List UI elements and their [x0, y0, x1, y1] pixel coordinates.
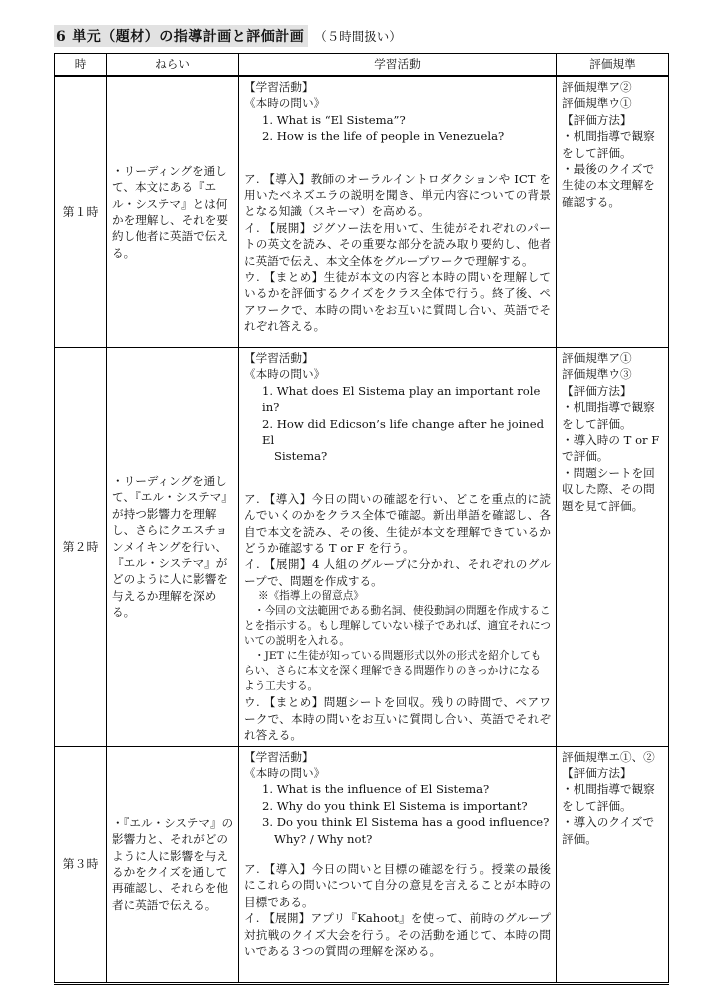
evaluation-item: 【評価方法】 [562, 383, 632, 398]
evaluation-item: ・問題シートを回収した際、その問題を見て評価。 [562, 465, 655, 513]
column-header-activities: 学習活動 [239, 54, 557, 77]
teaching-note: ・今回の文法範囲である動名詞、使役動詞の問題を作成することを指示する。もし理解していない様子であれば、適宜それについての説明を入れる。 [244, 605, 552, 648]
activity-step: イ. 【展開】アプリ『Kahoot』を使って、前時のグループ対抗戦のクイズ大会を行う。その活動を通じて、本時の問いである３つの質問の理解を深める。 [244, 911, 551, 958]
activity-step: イ. 【展開】ジグソー法を用いて、生徒がそれぞれのパートの英文を読み、その重要な部分を読み取り要約し、他者に英語で伝え、本文全体をグループワークで理解する。 [244, 220, 551, 268]
hour-cell: 第３時 [55, 746, 107, 983]
table-row [55, 746, 669, 983]
evaluation-item: 評価規準ウ① [562, 96, 632, 111]
evaluation-item: 評価規準エ①、② [562, 749, 655, 764]
aim-cell: ・リーディングを通して、本文にある『エル・システマ』とは何かを理解し、それを要約し他者に英語で伝える。 [107, 76, 239, 348]
activity-step: ウ. 【まとめ】問題シートを回収。残りの時間で、ペアワークで、本時の問いをお互いに質問し合い、英語でそれぞれ答える。 [244, 695, 551, 743]
column-header-hour: 時 [55, 54, 107, 77]
table-header-row [55, 54, 669, 77]
activity-step: イ. 【展開】4 人組のグループに分かれ、それぞれのグループで、問題を作成する。 [244, 557, 551, 588]
evaluation-cell [557, 348, 669, 747]
question-item-continued: Why? / Why not? [274, 831, 373, 846]
hour-cell: 第１時 [55, 76, 107, 348]
aim-cell: ・『エル・システマ』の影響力と、それがどのように人に影響を与えるかをクイズを通して再確認し、それらを他者に英語で伝える。 [107, 746, 239, 983]
evaluation-item: ・導入時の T or F で評価。 [562, 433, 660, 464]
section-number: 6 [56, 29, 67, 45]
question-heading: 《本時の問い》 [244, 96, 326, 111]
column-header-evaluation: 評価規準 [557, 54, 669, 77]
question-item-continued: Sistema? [274, 449, 328, 464]
activity-heading: 【学習活動】 [244, 80, 314, 94]
question-item: 2. How is the life of people in Venezuela? [262, 129, 505, 144]
question-item: 1. What is “El Sistema”? [262, 112, 406, 127]
evaluation-item: 【評価方法】 [562, 112, 632, 127]
evaluation-cell [557, 746, 669, 983]
activity-heading: 【学習活動】 [244, 351, 314, 365]
evaluation-item: ・机間指導で観察をして評価。 [562, 782, 655, 813]
question-item: 3. Do you think El Sistema has a good influence? [262, 815, 550, 830]
question-item: 1. What is the influence of El Sistema? [262, 782, 490, 797]
question-item: 2. Why do you think El Sistema is important? [262, 798, 528, 813]
activity-step: ア. 【導入】教師のオーラルイントロダクションや ICT を用いたベネズエラの説明を聞き、単元内容についての背景となる知識（スキーマ）を高める。 [244, 171, 551, 219]
aim-cell: ・リーディングを通して、『エル・システマ』が持つ影響力を理解し、さらにクエスチョンメイキングを行い、『エル・システマ』がどのように人に影響を与えるか理解を深める。 [107, 348, 239, 747]
evaluation-cell [557, 76, 669, 348]
table-row [55, 348, 669, 747]
hour-cell: 第２時 [55, 348, 107, 747]
evaluation-item: 評価規準ウ③ [562, 367, 632, 382]
evaluation-item: 評価規準ア① [562, 351, 632, 365]
question-heading: 《本時の問い》 [244, 367, 326, 382]
teaching-note: ・JET に生徒が知っている問題形式以外の形式を紹介してもらい、さらに本文を深く理解できる問題作りのきっかけになるよう工夫する。 [244, 650, 542, 693]
activity-step: ア. 【導入】今日の問いと目標の確認を行う。授業の最後にこれらの問いについて自分の意見を言えることが本時の目標である。 [244, 861, 551, 909]
evaluation-item: ・机間指導で観察をして評価。 [562, 129, 655, 160]
question-heading: 《本時の問い》 [244, 765, 326, 780]
activity-step: ア. 【導入】今日の問いの確認を行い、どこを重点的に読んでいくのかをクラス全体で確認。新出単語を確認し、各自で本文を読み、その後、生徒が本文を理解できているかどうか確認する T or F を行う。 [244, 491, 551, 556]
activities-cell [239, 76, 557, 348]
activity-heading: 【学習活動】 [244, 749, 314, 764]
teaching-notes-heading: ※《指導上の留意点》 [258, 590, 364, 603]
evaluation-item: ・導入のクイズで評価。 [562, 815, 655, 846]
evaluation-item: ・最後のクイズで生徒の本文理解を確認する。 [562, 162, 655, 209]
column-header-aim: ねらい [107, 54, 239, 77]
activities-cell [239, 746, 557, 983]
question-item: 2. How did Edicson’s life change after he joined El [262, 416, 545, 448]
activity-step: ウ. 【まとめ】生徒が本文の内容と本時の問いを理解しているかを評価するクイズをクラス全体で行う。終了後、ペアワークで、本時の問いをお互いに質問し合い、英語でそれぞれ答える。 [244, 270, 551, 334]
evaluation-item: 評価規準ア② [562, 80, 632, 94]
section-heading [54, 26, 402, 46]
evaluation-item: 【評価方法】 [562, 765, 632, 780]
question-item: 1. What does El Sistema play an important role in? [262, 383, 541, 415]
activities-cell [239, 348, 557, 747]
section-title-highlight [54, 25, 308, 47]
evaluation-item: ・机間指導で観察をして評価。 [562, 400, 655, 431]
section-subtitle: （５時間扱い） [314, 29, 402, 44]
section-title: 単元（題材）の指導計画と評価計画 [72, 29, 305, 45]
lesson-plan-table [54, 53, 669, 985]
table-row [55, 76, 669, 348]
